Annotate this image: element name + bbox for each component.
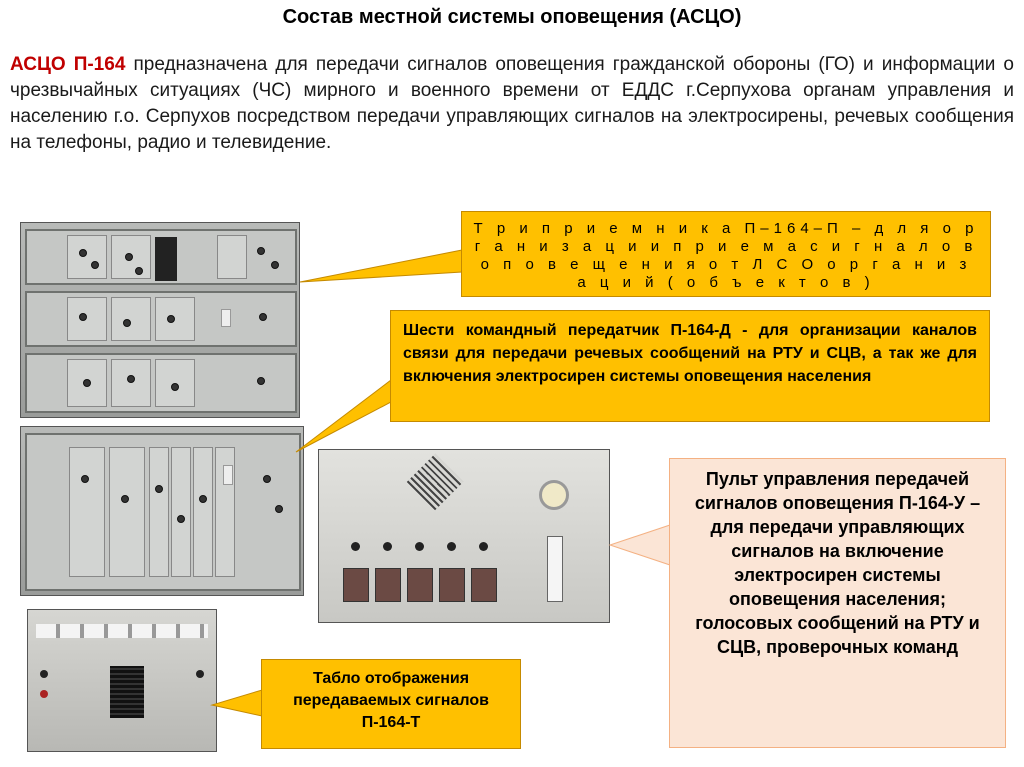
transmitter-photo bbox=[20, 426, 304, 596]
console-pointer bbox=[610, 525, 670, 565]
receivers-pointer bbox=[300, 250, 462, 282]
receivers-callout: Т р и п р и е м н и к а П–164–П – д л я о р г а н и з а ц и и п р и е м а с и г н а л о в о п о в е щ е н и я о т Л С О о р г а н и з а ц и й ( о б ъ е к т о в ) bbox=[461, 211, 991, 297]
intro-text: предназначена для передачи сигналов оповещения гражданской обороны (ГО) и информации о чрезвычайных ситуациях (ЧС) мирного и военного времени от ЕДДС г.Серпухова органам управления и населению г.о. Серпухов посредством передачи управляющих сигналов на электросирены, речевых сообщения на телефоны, радио и телевидение. bbox=[10, 54, 1014, 153]
intro-paragraph bbox=[10, 52, 1014, 156]
display-pointer bbox=[212, 690, 262, 716]
transmitter-callout: Шести командный передатчик П-164-Д - для организации каналов связи для передачи речевых сообщений на РТУ и СЦВ, а так же для включения электросирен системы оповещения населения bbox=[390, 310, 990, 422]
transmitter-pointer bbox=[296, 380, 391, 452]
console-callout: Пульт управления передачей сигналов оповещения П-164-У – для передачи управляющих сигналов на включение электросирен системы оповещения населения; голосовых сообщений на РТУ и СЦВ, проверочных команд bbox=[669, 458, 1006, 748]
page-title: Состав местной системы оповещения (АСЦО) bbox=[282, 6, 742, 28]
system-name-highlight: АСЦО П-164 bbox=[10, 54, 126, 75]
control-console-photo bbox=[318, 449, 610, 623]
display-board-photo bbox=[27, 609, 217, 752]
display-callout: Табло отображения передаваемых сигналов П-164-Т bbox=[261, 659, 521, 749]
receivers-rack-photo bbox=[20, 222, 300, 418]
